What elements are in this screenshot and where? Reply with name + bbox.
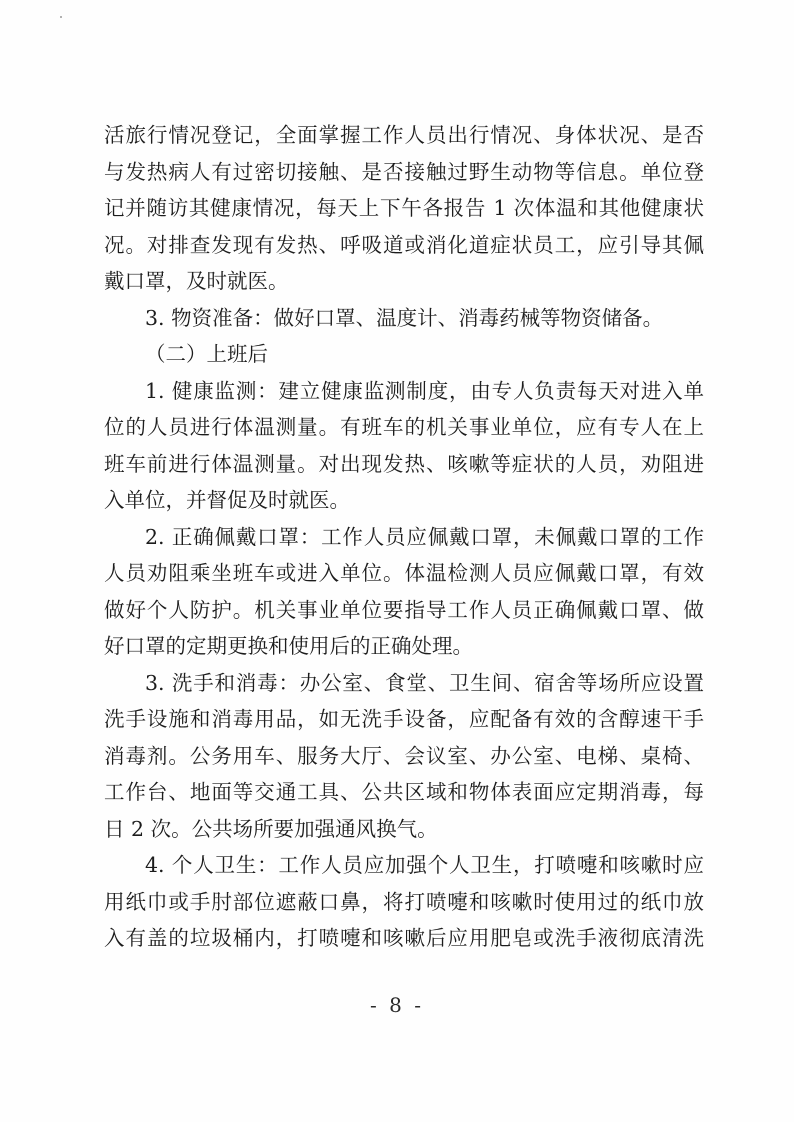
text-line: 洗手设施和消毒用品，如无洗手设备，应配备有效的含醇速干手 [104,707,704,731]
text-line: 活旅行情况登记，全面掌握工作人员出行情况、身体状况、是否 [104,123,704,147]
text-line: 工作台、地面等交通工具、公共区域和物体表面应定期消毒，每 [104,780,704,804]
scan-speck [60,16,62,18]
text-line: 与发热病人有过密切接触、是否接触过野生动物等信息。单位登 [104,159,704,184]
text-line: 好口罩的定期更换和使用后的正确处理。 [104,634,473,658]
text-line: 日 2 次。公共场所要加强通风换气。 [104,816,438,841]
text-line: 入有盖的垃圾桶内，打喷嚏和咳嗽后应用肥皂或洗手液彻底清洗 [104,926,704,950]
text-line: 做好个人防护。机关事业单位要指导工作人员正确佩戴口罩、做 [104,597,704,622]
text-line: 3. 洗手和消毒：办公室、食堂、卫生间、宿舍等场所应设置 [145,670,704,695]
text-line: 况。对排查发现有发热、呼吸道或消化道症状员工，应引导其佩 [104,232,704,257]
text-line: 班车前进行体温测量。对出现发热、咳嗽等症状的人员，劝阻进 [104,451,704,476]
text-line: （二）上班后 [145,342,268,366]
text-line: 4. 个人卫生：工作人员应加强个人卫生，打喷嚏和咳嗽时应 [145,853,704,877]
text-line: 入单位，并督促及时就医。 [104,488,350,512]
body-text [104,117,704,957]
text-line: 人员劝阻乘坐班车或进入单位。体温检测人员应佩戴口罩，有效 [104,561,704,585]
text-line: 消毒剂。公务用车、服务大厅、会议室、办公室、电梯、桌椅、 [104,743,704,768]
text-line: 记并随访其健康情况，每天上下午各报告 1 次体温和其他健康状 [104,196,704,220]
page-number: - 8 - [370,993,424,1017]
text-line: 用纸巾或手肘部位遮蔽口鼻，将打喷嚏和咳嗽时使用过的纸巾放 [104,889,704,914]
text-line: 2. 正确佩戴口罩：工作人员应佩戴口罩，未佩戴口罩的工作 [145,524,704,549]
text-line: 位的人员进行体温测量。有班车的机关事业单位，应有专人在上 [104,415,704,439]
text-line: 1. 健康监测：建立健康监测制度，由专人负责每天对进入单 [145,378,704,403]
text-line: 戴口罩，及时就医。 [104,269,289,293]
text-line: 3. 物资准备：做好口罩、温度计、消毒药械等物资储备。 [145,305,664,330]
